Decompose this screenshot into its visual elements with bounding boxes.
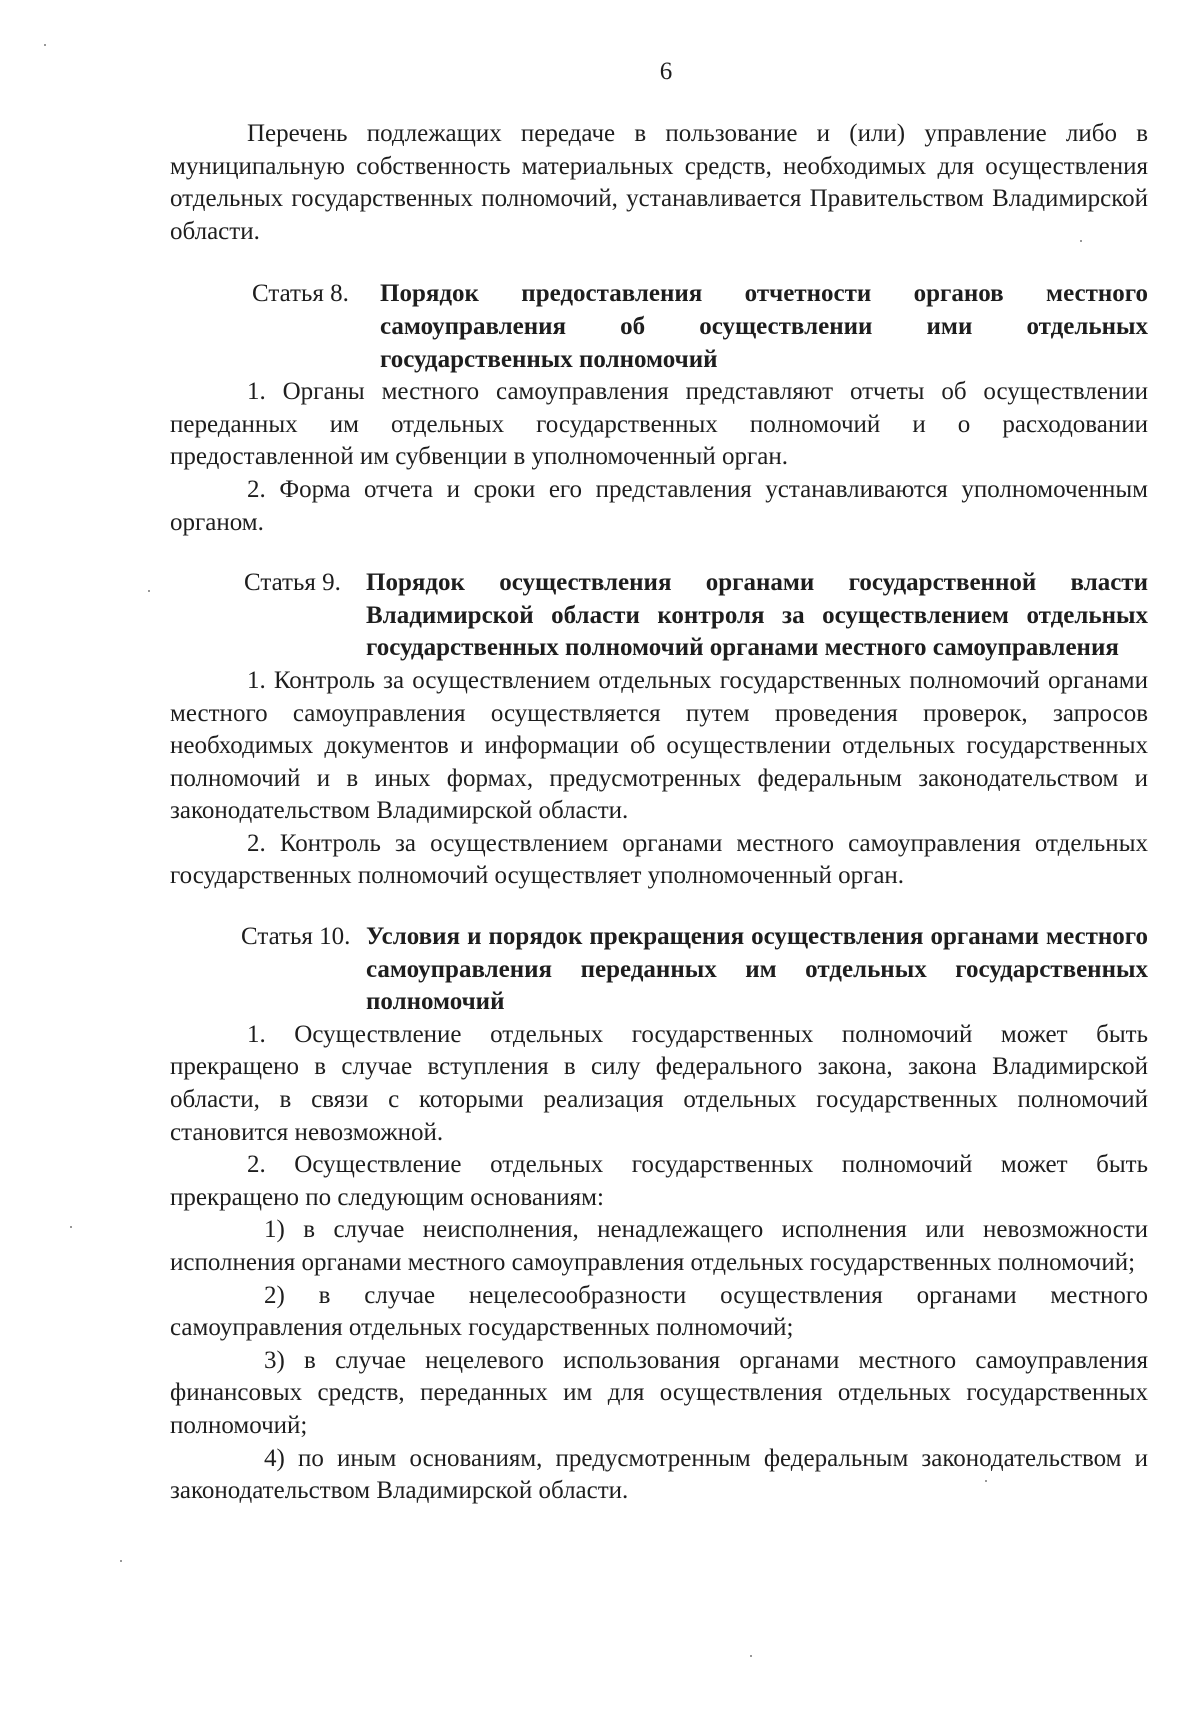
page-number: 6 xyxy=(659,58,673,85)
article-8-heading xyxy=(170,278,1148,376)
article-9-title: Порядок осуществления органами государственной власти Владимирской области контроля за осуществлением отдельных государственных полномочий органами местного самоуправления xyxy=(366,569,1148,662)
article-10-paragraph-1: 1. Осуществление отдельных государственных полномочий может быть прекращено в случае вступления в силу федерального закона, закона Владимирской области, в связи с которыми реализация отдельных государственных полномочий становится невозможной. xyxy=(170,1020,1148,1146)
article-10-label: Статья 10. xyxy=(241,923,351,951)
intro-paragraph: Перечень подлежащих передаче в пользование и (или) управление либо в муниципальную собственность материальных средств, необходимых для осуществления отдельных государственных полномочий, устанавливается Правительством Владимирской области. xyxy=(170,120,1148,245)
scan-speck xyxy=(70,1226,72,1228)
article-10-heading xyxy=(170,921,1148,1019)
article-10-item-2: 2) в случае нецелесообразности осуществления органами местного самоуправления отдельных государственных полномочий; xyxy=(170,1281,1148,1342)
article-10-item-1: 1) в случае неисполнения, ненадлежащего исполнения или невозможности исполнения органами местного самоуправления отдельных государственных полномочий; xyxy=(170,1216,1148,1276)
scan-speck xyxy=(148,590,150,592)
scan-speck xyxy=(985,1480,987,1482)
scan-speck xyxy=(750,1655,752,1657)
article-10-item-4: 4) по иным основаниям, предусмотренным федеральным законодательством и законодательством Владимирской области. xyxy=(170,1444,1148,1505)
article-10-item-3: 3) в случае нецелевого использования органами местного самоуправления финансовых средств, переданных им для осуществления отдельных государственных полномочий; xyxy=(170,1346,1148,1439)
article-8-paragraph-2: 2. Форма отчета и сроки его представления устанавливаются уполномоченным органом. xyxy=(170,475,1148,536)
document-body xyxy=(170,118,1148,1508)
article-8-paragraph-1: 1. Органы местного самоуправления представляют отчеты об осуществлении переданных им отдельных государственных полномочий и о расходовании предоставленной им субвенции в уполномоченный орган. xyxy=(170,378,1148,471)
scan-speck xyxy=(44,44,46,46)
article-9-label: Статья 9. xyxy=(244,569,341,597)
article-9-heading xyxy=(170,567,1148,665)
article-8-title: Порядок предоставления отчетности органов местного самоуправления об осуществлении ими отдельных государственных полномочий xyxy=(380,280,1148,373)
article-10-paragraph-2: 2. Осуществление отдельных государственных полномочий может быть прекращено по следующим основаниям: xyxy=(170,1151,1148,1211)
article-10-title: Условия и порядок прекращения осуществления органами местного самоуправления переданных им отдельных государственных полномочий xyxy=(366,923,1148,1016)
article-8-label: Статья 8. xyxy=(252,280,349,308)
scan-speck xyxy=(120,1560,122,1562)
scan-speck xyxy=(1080,240,1082,242)
article-9-paragraph-1: 1. Контроль за осуществлением отдельных государственных полномочий органами местного самоуправления осуществляется путем проведения проверок, запросов необходимых документов и информации об осуществлении отдельных государственных полномочий и в иных формах, предусмотренных федеральным законодательством и законодательством Владимирской области. xyxy=(170,666,1148,825)
article-9-paragraph-2: 2. Контроль за осуществлением органами местного самоуправления отдельных государственных полномочий осуществляет уполномоченный орган. xyxy=(170,829,1148,890)
